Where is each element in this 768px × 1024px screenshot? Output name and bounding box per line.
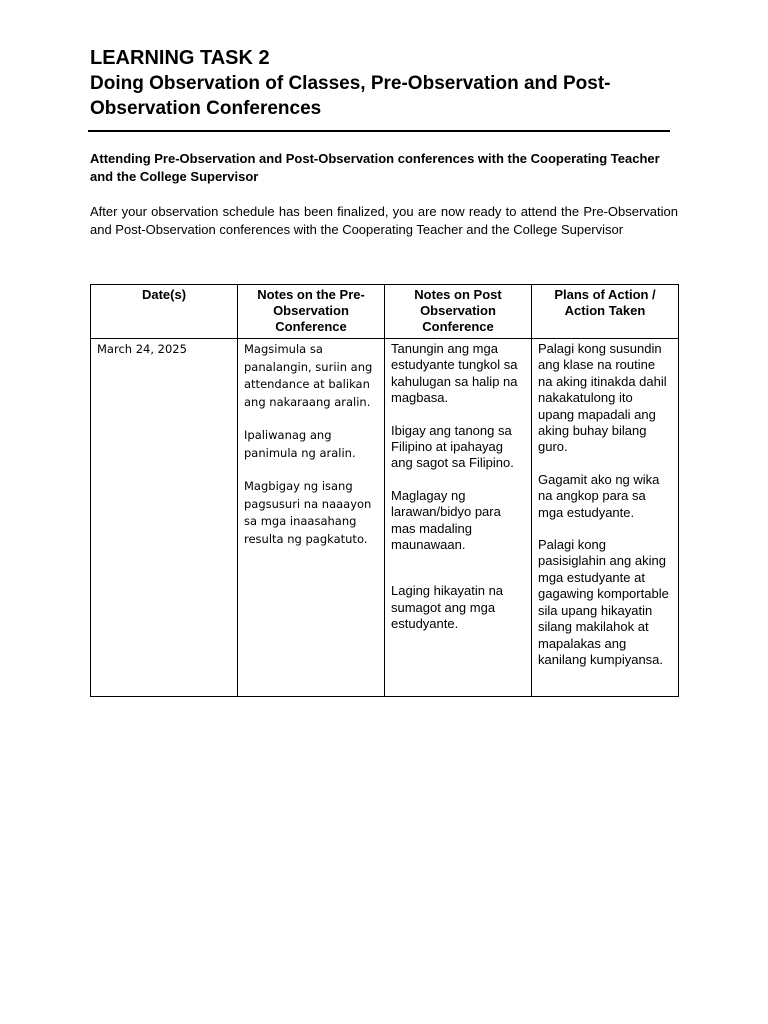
actions-cell <box>532 339 679 697</box>
header-dates: Date(s) <box>91 285 238 339</box>
section-heading: Attending Pre-Observation and Post-Observation conferences with the Cooperating Teacher and the College Supervisor <box>90 151 660 184</box>
pre-note: Magbigay ng isang pagsusuri na naaayon sa mga inaasahang resulta ng pagkatuto. <box>244 479 372 546</box>
post-note: Ibigay ang tanong sa Filipino at ipahayag ang sagot sa Filipino. <box>391 422 514 471</box>
pre-note: Ipaliwanag ang panimula ng aralin. <box>244 428 356 460</box>
post-note: Tanungin ang mga estudyante tungkol sa kahulugan sa halip na magbasa. <box>391 341 518 406</box>
header-pre-observation-notes: Notes on the Pre-Observation Conference <box>238 285 385 339</box>
task-title: LEARNING TASK 2 <box>90 47 270 69</box>
date-cell <box>91 339 238 697</box>
title-divider <box>88 130 670 132</box>
action-item: Palagi kong pasisiglahin ang aking mga estudyante at gagawing komportable sila upang hikayatin silang makilahok at mapalakas ang kanilang kumpiyansa. <box>538 537 669 667</box>
action-item: Gagamit ako ng wika na angkop para sa mga estudyante. <box>538 471 660 520</box>
pre-note: Magsimula sa panalangin, suriin ang attendance at balikan ang nakaraang aralin. <box>244 342 373 409</box>
header-plans-of-action: Plans of Action / Action Taken <box>532 285 679 339</box>
observation-table <box>90 284 679 697</box>
intro-paragraph: After your observation schedule has been finalized, you are now ready to attend the Pre-Observation and Post-Observation conferences with the Cooperating Teacher and the College Supervisor <box>90 204 678 237</box>
post-note: Maglagay ng larawan/bidyo para mas madaling maunawaan. <box>391 487 501 553</box>
post-note: Laging hikayatin na sumagot ang mga estudyante. <box>391 583 504 632</box>
pre-notes-cell <box>238 339 385 697</box>
table-header-row <box>91 285 679 339</box>
action-item: Palagi kong susundin ang klase na routine na aking itinakda dahil nakakatulong ito upang mapadali ang aking buhay bilang guro. <box>538 341 667 455</box>
header-post-observation-notes: Notes on Post Observation Conference <box>385 285 532 339</box>
post-notes-cell <box>385 339 532 697</box>
table-row <box>91 339 679 697</box>
task-subtitle: Doing Observation of Classes, Pre-Observation and Post-Observation Conferences <box>90 73 611 119</box>
date-value: March 24, 2025 <box>97 342 187 356</box>
